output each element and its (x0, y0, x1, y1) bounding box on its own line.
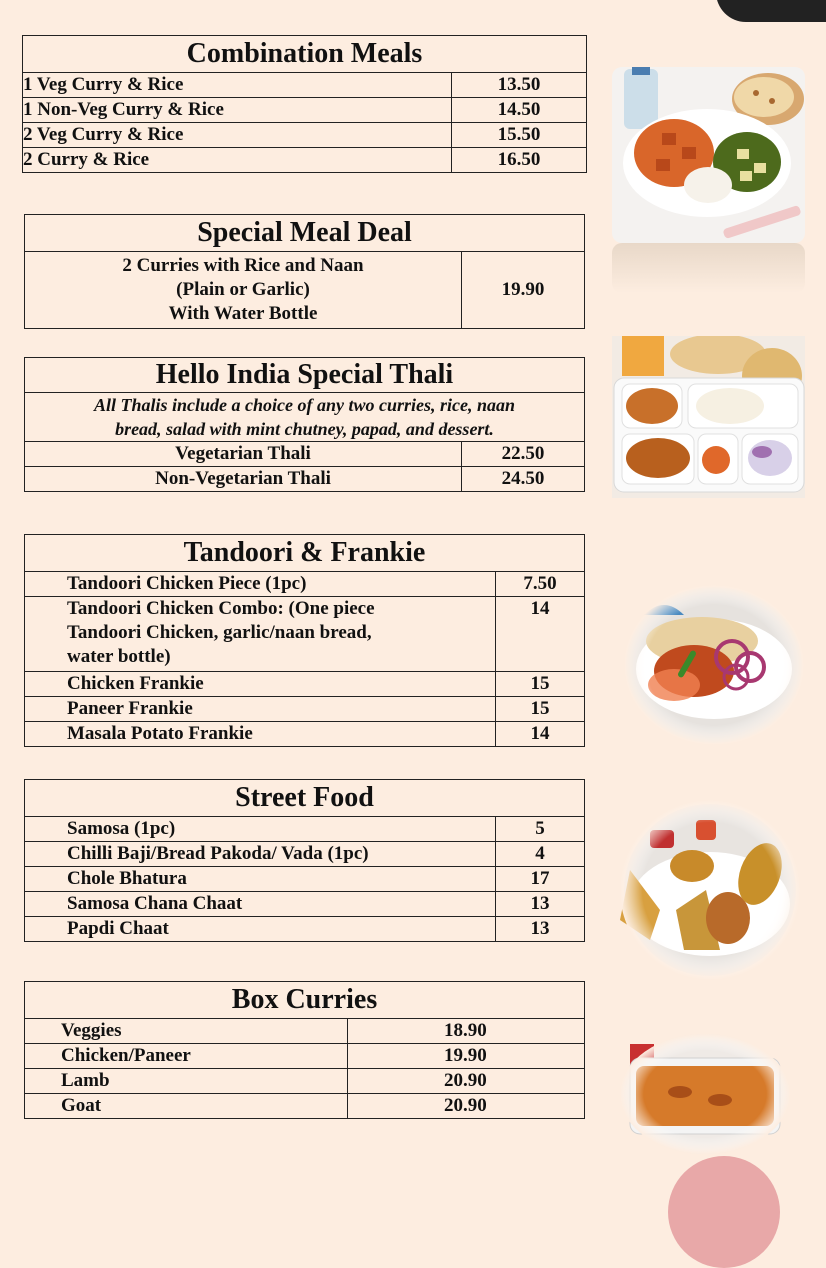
description-line: 2 Curries with Rice and Naan (122, 255, 364, 276)
item-name: Chole Bhatura (25, 867, 496, 892)
tandoori-plate-photo (624, 585, 804, 745)
item-price: 20.90 (348, 1069, 585, 1094)
item-name-line: water bottle) (67, 646, 171, 667)
item-name: Masala Potato Frankie (25, 722, 496, 747)
menu-row (25, 1044, 585, 1069)
item-name: Papdi Chaat (25, 917, 496, 942)
menu-row (25, 1069, 585, 1094)
menu-row (25, 842, 585, 867)
item-name: Goat (25, 1094, 348, 1119)
menu-row (25, 1094, 585, 1119)
section-title: Tandoori & Frankie (25, 535, 585, 572)
menu-row (25, 467, 585, 492)
item-name: Chicken/Paneer (25, 1044, 348, 1069)
thali-photo (612, 336, 805, 498)
item-name: Vegetarian Thali (25, 442, 462, 467)
description-line: With Water Bottle (168, 303, 318, 324)
menu-row (23, 123, 587, 148)
section-title: Box Curries (25, 982, 585, 1019)
item-name: 1 Veg Curry & Rice (23, 73, 452, 98)
street-food-table (24, 779, 585, 942)
section-title: Combination Meals (23, 36, 587, 73)
item-price: 14.50 (452, 98, 587, 123)
box-curries-table (24, 981, 585, 1119)
item-price: 14 (496, 722, 585, 747)
menu-row (23, 98, 587, 123)
item-name: Samosa Chana Chaat (25, 892, 496, 917)
curry-plate-photo (612, 67, 805, 293)
item-price: 4 (496, 842, 585, 867)
item-name: Non-Vegetarian Thali (25, 467, 462, 492)
menu-row (25, 572, 585, 597)
item-price: 17 (496, 867, 585, 892)
item-price: 15 (496, 672, 585, 697)
menu-row (25, 817, 585, 842)
item-price: 14 (496, 597, 585, 672)
item-name: 2 Curry & Rice (23, 148, 452, 173)
note-line: bread, salad with mint chutney, papad, and dessert. (115, 419, 494, 439)
special-meal-deal-table (24, 214, 585, 329)
item-price: 7.50 (496, 572, 585, 597)
item-price: 15 (496, 697, 585, 722)
item-price: 22.50 (462, 442, 585, 467)
section-title: Hello India Special Thali (25, 358, 585, 393)
menu-row (25, 722, 585, 747)
item-name: Lamb (25, 1069, 348, 1094)
item-name-line: Tandoori Chicken Combo: (One piece (67, 598, 375, 619)
item-name-line: Tandoori Chicken, garlic/naan bread, (67, 622, 372, 643)
item-name: Chilli Baji/Bread Pakoda/ Vada (1pc) (25, 842, 496, 867)
section-title: Special Meal Deal (25, 215, 585, 252)
item-name: Paneer Frankie (25, 697, 496, 722)
decorative-circle (668, 1156, 780, 1268)
item-price: 18.90 (348, 1019, 585, 1044)
item-price: 19.90 (348, 1044, 585, 1069)
combination-meals-table (22, 35, 587, 173)
menu-row (23, 148, 587, 173)
item-name: 1 Non-Veg Curry & Rice (23, 98, 452, 123)
menu-row (25, 672, 585, 697)
section-title: Street Food (25, 780, 585, 817)
item-price: 13 (496, 892, 585, 917)
tandoori-frankie-table (24, 534, 585, 747)
item-name: Chicken Frankie (25, 672, 496, 697)
menu-row (25, 442, 585, 467)
menu-row (25, 867, 585, 892)
menu-row (23, 73, 587, 98)
item-price: 20.90 (348, 1094, 585, 1119)
box-curry-photo (620, 1034, 790, 1154)
street-food-photo (620, 800, 800, 980)
item-price: 13.50 (452, 73, 587, 98)
item-name: Veggies (25, 1019, 348, 1044)
menu-row (25, 1019, 585, 1044)
menu-row (25, 917, 585, 942)
menu-row (25, 597, 585, 672)
item-price: 24.50 (462, 467, 585, 492)
thali-note-row (25, 393, 585, 442)
menu-row (25, 892, 585, 917)
thali-table (24, 357, 585, 492)
menu-row (25, 252, 585, 329)
menu-row (25, 697, 585, 722)
item-price: 19.90 (462, 252, 585, 329)
item-name: 2 Veg Curry & Rice (23, 123, 452, 148)
item-price: 16.50 (452, 148, 587, 173)
item-description (25, 252, 462, 329)
thali-note (25, 393, 585, 442)
item-name: Samosa (1pc) (25, 817, 496, 842)
corner-tab (716, 0, 826, 22)
item-price: 13 (496, 917, 585, 942)
item-name (25, 597, 496, 672)
item-price: 15.50 (452, 123, 587, 148)
description-line: (Plain or Garlic) (176, 279, 310, 300)
note-line: All Thalis include a choice of any two curries, rice, naan (93, 395, 515, 415)
item-name: Tandoori Chicken Piece (1pc) (25, 572, 496, 597)
item-price: 5 (496, 817, 585, 842)
